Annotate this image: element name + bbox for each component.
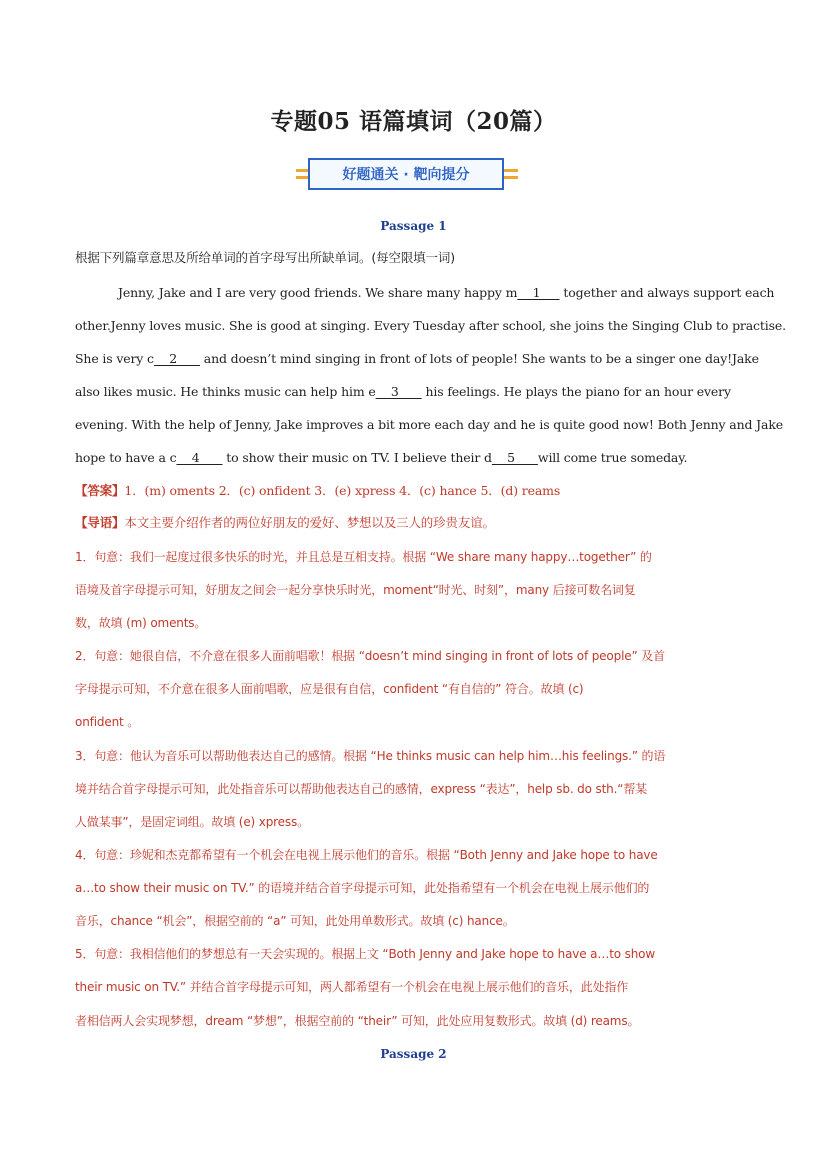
guide-line [75, 515, 495, 531]
explanation-line: 4．句意：珍妮和杰克都希望有一个机会在电视上展示他们的音乐。根据 “Both Jenny and Jake hope to have [75, 848, 658, 862]
blank-5: 5 [491, 450, 538, 465]
banner [296, 156, 518, 194]
answer-label: 【答案】 [75, 483, 125, 498]
passage-line-1 [118, 285, 774, 301]
explanation-line: 者相信两人会实现梦想，dream “梦想”，根据空前的 “their” 可知，此处应用复数形式。故填 (d) reams。 [75, 1014, 640, 1028]
blank-1: 1 [517, 285, 560, 300]
banner-right-bar-top [504, 169, 518, 172]
explanation-line: their music on TV.” 并结合首字母提示可知，两人都希望有一个机会在电视上展示他们的音乐，此处指作 [75, 980, 629, 994]
text-segment: hope to have a c [75, 450, 177, 465]
banner-label: 好题通关 · 靶向提分 [308, 158, 504, 190]
text-segment: She is very c [75, 351, 154, 366]
explanation-line: 语境及首字母提示可知，好朋友之间会一起分享快乐时光，moment“时光、时刻”，many 后接可数名词复 [75, 583, 636, 597]
blank-3: 3 [375, 384, 422, 399]
text-segment: his feelings. He plays the piano for an hour every [421, 384, 731, 399]
instruction: 根据下列篇章意思及所给单词的首字母写出所缺单词。(每空限填一词) [75, 250, 455, 265]
explanation-line: 音乐，chance “机会”，根据空前的 “a” 可知，此处用单数形式。故填 (c) hance。 [75, 914, 515, 928]
guide-label: 【导语】 [75, 515, 125, 530]
banner-right-bar-bottom [504, 176, 518, 179]
text-segment: will come true someday. [537, 450, 688, 465]
explanation-line: 数，故填 (m) oments。 [75, 616, 207, 630]
page-title: 专题05 语篇填词（20篇） [270, 108, 557, 135]
explanation-line: 字母提示可知，不介意在很多人面前唱歌，应是很有自信，confident “有自信的” 符合。故填 (c) [75, 682, 584, 696]
text-segment: and doesn’t mind singing in front of lots of people! She wants to be a singer one day!Jake [199, 351, 759, 366]
text-segment: to show their music on TV. I believe their d [222, 450, 492, 465]
explanation-line: 3．句意：他认为音乐可以帮助他表达自己的感情。根据 “He thinks music can help him…his feelings.” 的语 [75, 749, 666, 763]
explanation-line: 2．句意：她很自信，不介意在很多人面前唱歌！根据 “doesn’t mind singing in front of lots of people” 及首 [75, 649, 665, 663]
passage-line-3 [75, 351, 759, 367]
explanation-line: 境并结合首字母提示可知，此处指音乐可以帮助他表达自己的感情，express “表达”，help sb. do sth.“帮某 [75, 782, 648, 796]
guide-text: 本文主要介绍作者的两位好朋友的爱好、梦想以及三人的珍贵友谊。 [124, 515, 495, 530]
answers: 1．(m) oments 2．(c) onfident 3．(e) xpress 4．(c) hance 5．(d) reams [124, 483, 561, 498]
explanation-line: 1．句意：我们一起度过很多快乐的时光，并且总是互相支持。根据 “We share many happy…together” 的 [75, 550, 652, 564]
passage-1-heading: Passage 1 [380, 219, 447, 233]
passage-line-4 [75, 384, 731, 400]
text-segment: together and always support each [559, 285, 775, 300]
explanation-line: onfident 。 [75, 715, 140, 729]
text-segment: Jenny, Jake and I are very good friends. We share many happy m [118, 285, 518, 300]
blank-2: 2 [153, 351, 200, 366]
explanation-line: 人做某事”，是固定词组。故填 (e) xpress。 [75, 815, 309, 829]
passage-2-heading: Passage 2 [380, 1047, 447, 1061]
explanation-line: a…to show their music on TV.” 的语境并结合首字母提示可知，此处指希望有一个机会在电视上展示他们的 [75, 881, 650, 895]
explanation-line: 5．句意：我相信他们的梦想总有一天会实现的。根据上文 “Both Jenny and Jake hope to have a…to show [75, 947, 656, 961]
blank-4: 4 [176, 450, 223, 465]
answer-line [75, 483, 560, 499]
passage-line-2: other.Jenny loves music. She is good at singing. Every Tuesday after school, she joins the Singing Club to practise. [75, 318, 786, 333]
text-segment: also likes music. He thinks music can help him e [75, 384, 376, 399]
passage-line-6 [75, 450, 687, 466]
passage-line-5: evening. With the help of Jenny, Jake improves a bit more each day and he is quite good now! Both Jenny and Jake [75, 417, 783, 432]
